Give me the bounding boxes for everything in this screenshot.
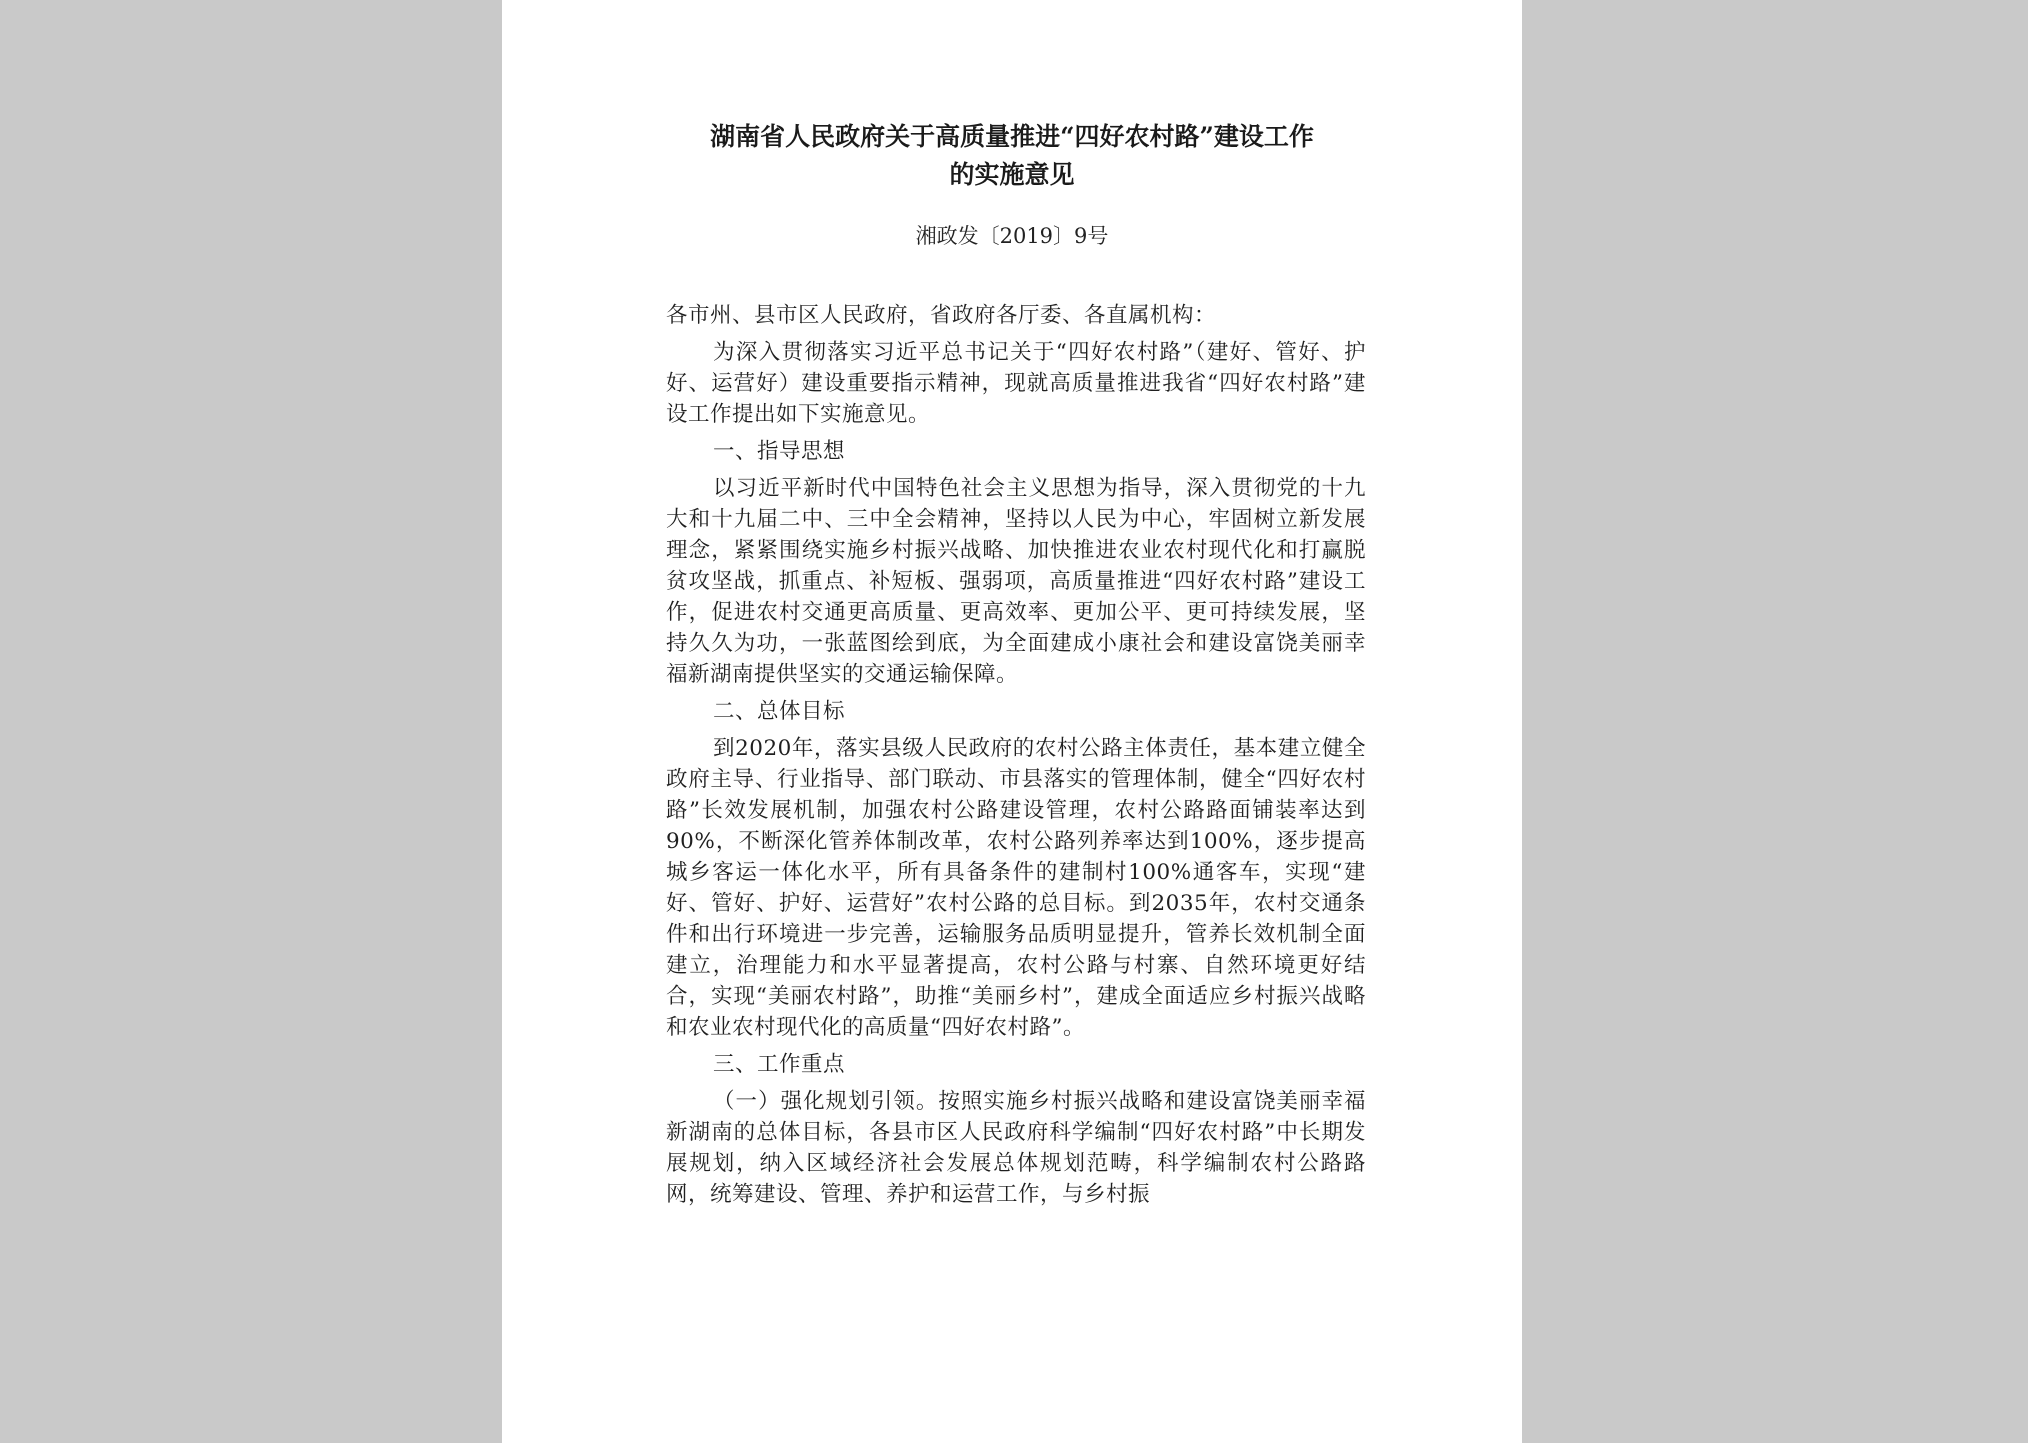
title-line-2: 的实施意见 [949,160,1075,189]
document-body [666,300,1366,1210]
section-heading-work-priorities: 三、工作重点 [713,1052,846,1077]
section-paragraph-guiding-thought: 以习近平新时代中国特色社会主义思想为指导，深入贯彻党的十九大和十九届二中、三中全会精神，坚持以人民为中心，牢固树立新发展理念，紧紧围绕实施乡村振兴战略、加快推进农业农村现代化和打赢脱贫攻坚战，抓重点、补短板、强弱项，高质量推进“四好农村路”建设工作，促进农村交通更高质量、更高效率、更加公平、更可持续发展，坚持久久为功，一张蓝图绘到底，为全面建成小康社会和建设富饶美丽幸福新湖南提供坚实的交通运输保障。 [666,476,1366,687]
intro-paragraph: 为深入贯彻落实习近平总书记关于“四好农村路”（建好、管好、护好、运营好）建设重要指示精神，现就高质量推进我省“四好农村路”建设工作提出如下实施意见。 [666,340,1366,427]
document-number: 湘政发〔2019〕9号 [915,224,1109,248]
section-heading-guiding-thought: 一、指导思想 [713,439,846,464]
title-line-1: 湖南省人民政府关于高质量推进“四好农村路”建设工作 [710,122,1314,151]
section-paragraph-planning-guidance: （一）强化规划引领。按照实施乡村振兴战略和建设富饶美丽幸福新湖南的总体目标，各县市区人民政府科学编制“四好农村路”中长期发展规划，纳入区域经济社会发展总体规划范畴，科学编制农村公路路网，统筹建设、管理、养护和运营工作，与乡村振 [666,1089,1366,1207]
section-heading-overall-goals: 二、总体目标 [713,699,846,724]
salutation: 各市州、县市区人民政府，省政府各厅委、各直属机构： [666,303,1217,328]
document-title [502,118,1522,194]
document-page [502,0,1522,1443]
section-paragraph-overall-goals: 到2020年，落实县级人民政府的农村公路主体责任，基本建立健全政府主导、行业指导、部门联动、市县落实的管理体制，健全“四好农村路”长效发展机制，加强农村公路建设管理，农村公路路面铺装率达到90%，不断深化管养体制改革，农村公路列养率达到100%，逐步提高城乡客运一体化水平，所有具备条件的建制村100%通客车，实现“建好、管好、护好、运营好”农村公路的总目标。到2035年，农村交通条件和出行环境进一步完善，运输服务品质明显提升，管养长效机制全面建立，治理能力和水平显著提高，农村公路与村寨、自然环境更好结合，实现“美丽农村路”，助推“美丽乡村”，建成全面适应乡村振兴战略和农业农村现代化的高质量“四好农村路”。 [666,736,1366,1040]
